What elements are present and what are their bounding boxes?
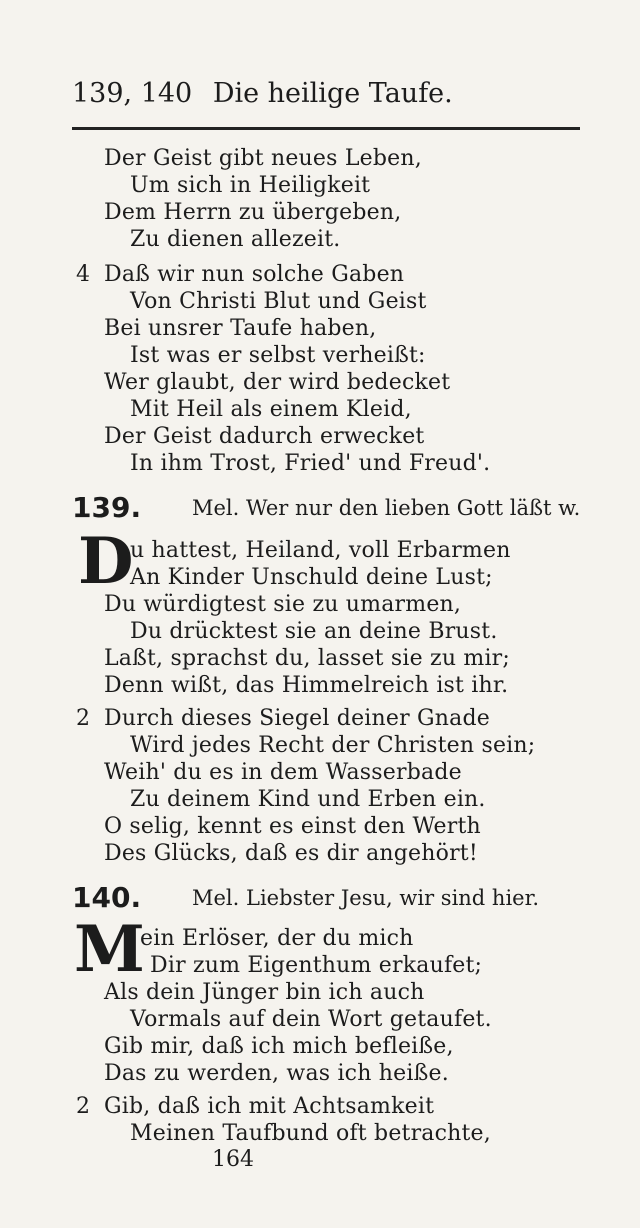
verse-line: Das zu werden, was ich heiße. <box>104 1061 449 1086</box>
verse-line: Dem Herrn zu übergeben, <box>104 200 402 225</box>
verse-line: Zu dienen allezeit. <box>130 227 341 252</box>
verse-line: ein Erlöser, der du mich <box>140 926 414 951</box>
verse-line: Dir zum Eigenthum erkaufet; <box>150 953 483 978</box>
stanza-number: 2 <box>76 1094 90 1119</box>
verse-line: An Kinder Unschuld deine Lust; <box>130 565 493 590</box>
verse-line: Du würdigtest sie zu umarmen, <box>104 592 462 617</box>
stanza-number: 2 <box>76 706 90 731</box>
header-title: Die heilige Taufe. <box>212 78 453 109</box>
verse-line: Der Geist dadurch erwecket <box>104 424 425 449</box>
verse-line: Gib, daß ich mit Achtsamkeit <box>104 1094 435 1119</box>
verse-line: Du drücktest sie an deine Brust. <box>130 619 498 644</box>
verse-line: Vormals auf dein Wort getaufet. <box>130 1007 492 1032</box>
verse-line: Bei unsrer Taufe haben, <box>104 316 377 341</box>
header-rule <box>72 127 580 130</box>
page-header <box>72 78 453 109</box>
verse-line: Laßt, sprachst du, lasset sie zu mir; <box>104 646 511 671</box>
verse-line: Wer glaubt, der wird bedecket <box>104 370 451 395</box>
stanza-number: 4 <box>76 262 90 287</box>
verse-line: Der Geist gibt neues Leben, <box>104 146 422 171</box>
verse-line: u hattest, Heiland, voll Erbarmen <box>130 538 511 563</box>
verse-line: Zu deinem Kind und Erben ein. <box>130 787 486 812</box>
dropcap-140: M <box>74 912 145 987</box>
dropcap-139: D <box>78 524 134 599</box>
verse-line: Weih' du es in dem Wasserbade <box>104 760 462 785</box>
hymn-melody-140: Mel. Liebster Jesu, wir sind hier. <box>192 886 540 910</box>
verse-line: Als dein Jünger bin ich auch <box>104 980 425 1005</box>
verse-line: Daß wir nun solche Gaben <box>104 262 405 287</box>
verse-line: Durch dieses Siegel deiner Gnade <box>104 706 490 731</box>
verse-line: Mit Heil als einem Kleid, <box>130 397 412 422</box>
page-number: 164 <box>212 1147 254 1172</box>
header-hymn-numbers: 139, 140 <box>72 78 193 109</box>
hymn-number-139: 139. <box>72 491 142 524</box>
verse-line: Meinen Taufbund oft betrachte, <box>130 1121 491 1146</box>
verse-line: Wird jedes Recht der Christen sein; <box>130 733 536 758</box>
verse-line: Gib mir, daß ich mich befleiße, <box>104 1034 454 1059</box>
verse-line: Des Glücks, daß es dir angehört! <box>104 841 478 866</box>
hymn-number-140: 140. <box>72 881 142 914</box>
verse-line: Von Christi Blut und Geist <box>130 289 427 314</box>
verse-line: In ihm Trost, Fried' und Freud'. <box>130 451 491 476</box>
verse-line: O selig, kennt es einst den Werth <box>104 814 481 839</box>
hymn-melody-139: Mel. Wer nur den lieben Gott läßt w. <box>192 496 581 520</box>
verse-line: Ist was er selbst verheißt: <box>130 343 426 368</box>
verse-line: Um sich in Heiligkeit <box>130 173 371 198</box>
verse-line: Denn wißt, das Himmelreich ist ihr. <box>104 673 509 698</box>
